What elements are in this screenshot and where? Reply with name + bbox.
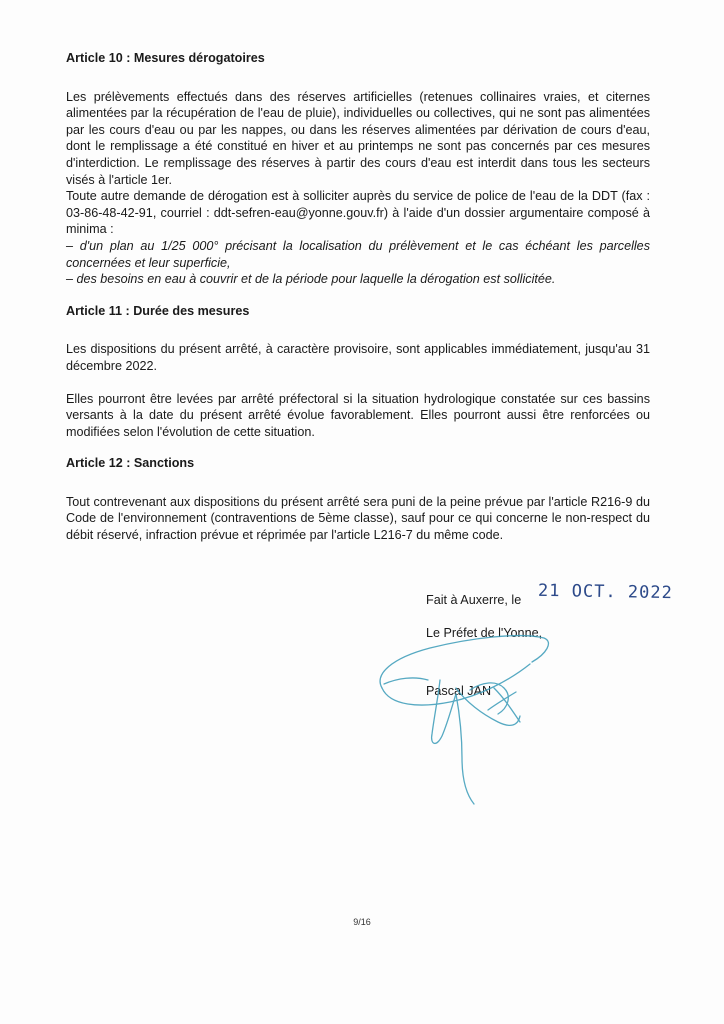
article-12-heading: Article 12 : Sanctions <box>66 456 195 471</box>
handwritten-signature <box>370 618 560 818</box>
article-10-heading: Article 10 : Mesures dérogatoires <box>66 51 265 65</box>
document-body <box>66 50 650 544</box>
article-11-paragraph-2: Elles pourront être levées par arrêté préfectoral si la situation hydrologique constatée sur ces bassins versants à la date du présent arrêté évolue favorablement. Elles pourront aussi être renforcées ou modifiées selon l'évolution de cette situation. <box>66 391 650 439</box>
signatory-title: Le Préfet de l'Yonne, <box>426 626 543 640</box>
article-11-paragraph-1: Les dispositions du présent arrêté, à caractère provisoire, sont applicables immédiatement, jusqu'au 31 décembre 2022. <box>66 342 650 373</box>
signatory-name: Pascal JAN <box>426 684 492 698</box>
article-10-list-item-2: – des besoins en eau à couvrir et de la période pour laquelle la dérogation est sollicitée. <box>66 272 556 287</box>
article-10-list-item-1: – d'un plan au 1/25 000° précisant la localisation du prélèvement et le cas échéant les parcelles concernées et leur superficie, <box>66 238 650 270</box>
date-stamp: 21 OCT. 2022 <box>537 580 673 604</box>
page-number: 9/16 <box>353 917 371 927</box>
article-11-heading: Article 11 : Durée des mesures <box>66 303 250 318</box>
article-12-paragraph-1: Tout contrevenant aux dispositions du présent arrêté sera puni de la peine prévue par l'article R216-9 du Code de l'environnement (contraventions de 5ème classe), sauf pour ce qui concerne le non-respect du débit réservé, infraction prévue et réprimée par l'article L216-7 du même code. <box>66 494 650 543</box>
article-10-paragraph-1: Les prélèvements effectués dans des réserves artificielles (retenues collinaires vraies, et citernes alimentées par la récupération de l'eau de pluie), individuelles ou collectives, qui ne sont pas alimentées par les cours d'eau ou par les nappes, ou dans les réserves alimentées par dérivation de cours d'eau, dont le remplissage a été constitué en hiver et au printemps ne sont pas concernés par ces mesures d'interdiction. Le remplissage des réserves à partir des cours d'eau est interdit dans tous les secteurs visés à l'article 1er. <box>66 89 650 187</box>
article-10-paragraph-2: Toute autre demande de dérogation est à solliciter auprès du service de police de l'eau de la DDT (fax : 03-86-48-42-91, courriel : ddt-sefren-eau@yonne.gouv.fr) à l'aide d'un dossier argumentaire composé à minima : <box>66 189 650 237</box>
signature-place: Fait à Auxerre, le <box>426 593 522 607</box>
